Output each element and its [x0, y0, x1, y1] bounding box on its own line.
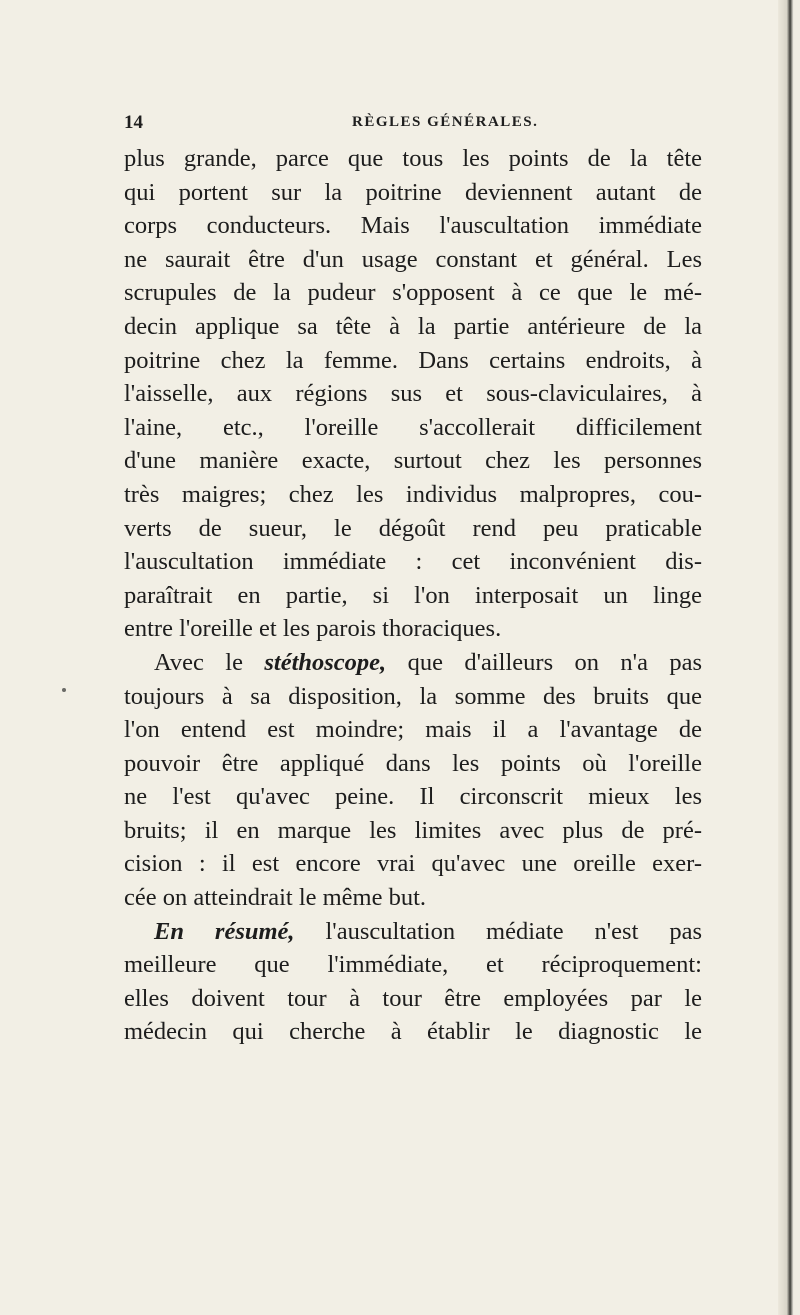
text-line: bruits; il en marque les limites avec plus de pré- — [124, 816, 702, 844]
paragraph-resume-first-line — [124, 915, 702, 949]
body-text — [124, 142, 702, 1049]
text-line: l'aine, etc., l'oreille s'accollerait difficilement — [124, 413, 702, 441]
text-line: meilleure que l'immédiate, et réciproquement: — [124, 951, 702, 979]
text-line: ne saurait être d'un usage constant et général. Les — [124, 245, 702, 273]
text-line: plus grande, parce que tous les points de la tête — [124, 145, 702, 172]
text-line: ne l'est qu'avec peine. Il circonscrit mieux les — [124, 783, 702, 811]
page-edge-shadow — [778, 0, 800, 1315]
text-line: entre l'oreille et les parois thoraciques. — [124, 615, 502, 643]
text-segment: que d'ailleurs on n'a pas — [386, 648, 702, 676]
text-line: médecin qui cherche à établir le diagnostic le — [124, 1018, 702, 1046]
text-segment: l'auscultation médiate n'est pas — [294, 917, 702, 945]
text-line: decin applique sa tête à la partie antérieure de la — [124, 312, 702, 340]
text-line: paraîtrait en partie, si l'on interposait un linge — [124, 581, 702, 609]
text-line: toujours à sa disposition, la somme des bruits que — [124, 682, 702, 710]
italic-term: stéthoscope, — [264, 648, 387, 676]
text-line: l'aisselle, aux régions sus et sous-claviculaires, à — [124, 380, 702, 408]
text-line: pouvoir être appliqué dans les points où l'oreille — [124, 749, 702, 777]
text-line: l'auscultation immédiate : cet inconvénient dis- — [124, 548, 702, 576]
text-line: très maigres; chez les individus malpropres, cou- — [124, 480, 702, 508]
text-line: qui portent sur la poitrine deviennent autant de — [124, 178, 702, 206]
text-line: l'on entend est moindre; mais il a l'avantage de — [124, 716, 702, 744]
paragraph-stethoscope-first-line — [124, 646, 702, 680]
text-line: cision : il est encore vrai qu'avec une oreille exer- — [124, 850, 702, 878]
text-line: cée on atteindrait le même but. — [124, 884, 427, 912]
page-header — [124, 112, 684, 136]
text-line: d'une manière exacte, surtout chez les personnes — [124, 447, 702, 475]
text-line: poitrine chez la femme. Dans certains endroits, à — [124, 346, 702, 374]
running-title: RÈGLES GÉNÉRALES. — [352, 114, 539, 130]
text-line: scrupules de la pudeur s'opposent à ce que le mé- — [124, 279, 702, 307]
text-segment: Avec le — [154, 648, 265, 676]
page-number: 14 — [124, 112, 143, 133]
print-speck — [62, 688, 66, 692]
text-line: verts de sueur, le dégoût rend peu praticable — [124, 514, 702, 542]
text-line: elles doivent tour à tour être employées par le — [124, 984, 702, 1012]
text-line: corps conducteurs. Mais l'auscultation immédiate — [124, 212, 702, 240]
italic-term: En résumé, — [154, 917, 295, 945]
